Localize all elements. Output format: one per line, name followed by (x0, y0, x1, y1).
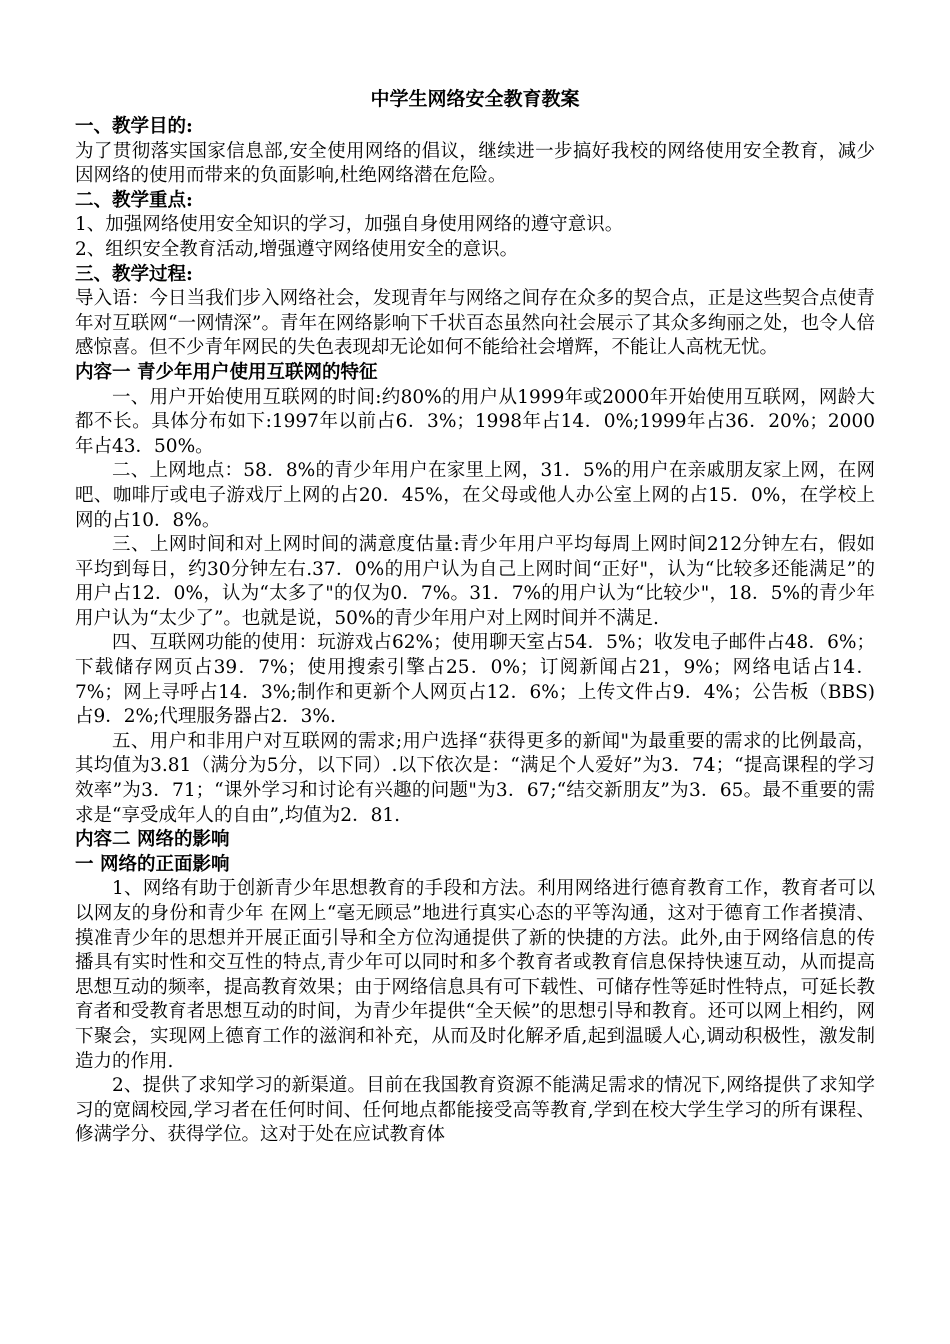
paragraph: 1、加强网络使用安全知识的学习，加强自身使用网络的遵守意识。 (75, 214, 624, 236)
paragraph: 三、上网时间和对上网时间的满意度估量:青少年用户平均每周上网时间212分钟左右，假如平均到每日，约30分钟左右.37．0%的用户认为自己上网时间“正好"，认为“比较多还能满足”的用户占12．0%，认为“太多了"的仅为0．7%。31．7%的用户认为“比较少"，18．5%的青少年用户认为“太少了”。也就是说，50%的青少年用户对上网时间并不满足. (75, 534, 875, 629)
paragraph: 2、组织安全教育活动,增强遵守网络使用安全的意识。 (75, 238, 519, 260)
section-heading: 三、教学过程: (75, 263, 193, 285)
paragraph: 导入语：今日当我们步入网络社会，发现青年与网络之间存在众多的契合点，正是这些契合点使青年对互联网“一网情深”。青年在网络影响下千状百态虽然向社会展示了其众多绚丽之处，也令人倍感惊喜。但不少青年网民的失色表现却无论如何不能给社会增辉，不能让人高枕无忧。 (75, 288, 875, 359)
section-heading: 内容二 网络的影响 (75, 829, 230, 851)
paragraph: 四、互联网功能的使用：玩游戏占62%；使用聊天室占54．5%；收发电子邮件占48．6%；下载储存网页占39．7%；使用搜索引擎占25．0%；订阅新闻占21，9%；网络电话占14．7%；网上寻呼占14．3%;制作和更新个人网页占12．6%；上传文件占9．4%；公告板（BBS)占9．2%;代理服务器占2．3%. (75, 632, 875, 728)
section-heading: 一 网络的正面影响 (75, 853, 230, 875)
section-heading: 一、教学目的: (75, 116, 193, 137)
paragraph: 二、上网地点：58．8%的青少年用户在家里上网，31．5%的用户在亲戚朋友家上网，在网吧、咖啡厅或电子游戏厅上网的占20．45%，在父母或他人办公室上网的占15．0%，在学校上网的占10．8%。 (75, 460, 875, 531)
document-title: 中学生网络安全教育教案 (370, 88, 580, 110)
paragraph: 五、用户和非用户对互联网的需求;用户选择“获得更多的新闻"为最重要的需求的比例最高，其均值为3.81（满分为5分，以下同）.以下依次是：“满足个人爱好”为3．74；“提高课程的学习效率”为3．71；“课外学习和讨论有兴趣的问题"为3．67;“结交新朋友”为3．65。最不重要的需求是“享受成年人的自由”,均值为2．81. (75, 730, 875, 826)
paragraph: 2、提供了求知学习的新渠道。目前在我国教育资源不能满足需求的情况下,网络提供了求知学习的宽阔校园,学习者在任何时间、任何地点都能接受高等教育,学到在校大学生学习的所有课程、修满学分、获得学位。这对于处在应试教育体 (75, 1075, 875, 1146)
section-heading: 内容一 青少年用户使用互联网的特征 (75, 361, 378, 383)
paragraph: 为了贯彻落实国家信息部,安全使用网络的倡议，继续进一步搞好我校的网络使用安全教育，减少因网络的使用而带来的负面影响,杜绝网络潜在危险。 (75, 140, 875, 187)
document-body (75, 115, 875, 1148)
paragraph: 1、网络有助于创新青少年思想教育的手段和方法。利用网络进行德育教育工作，教育者可以以网友的身份和青少年 在网上“毫无顾忌”地进行真实心态的平等沟通，这对于德育工作者摸清、摸准青少年的思想并开展正面引导和全方位沟通提供了新的快捷的方法。此外,由于网络信息的传播具有实时性和交互性的特点,青少年可以同时和多个教育者或教育信息保持快速互动，从而提高思想互动的频率，提高教育效果；由于网络信息具有可下载性、可储存性等延时性特点，可延长教育者和受教育者思想互动的时间，为青少年提供“全天候”的思想引导和教育。还可以网上相约，网下聚会，实现网上德育工作的滋润和补充，从而及时化解矛盾,起到温暖人心,调动积极性，激发制造力的作用. (75, 878, 875, 1072)
document-page (75, 86, 875, 1148)
paragraph: 一、用户开始使用互联网的时间:约80%的用户从1999年或2000年开始使用互联网，网龄大都不长。具体分布如下:1997年以前占6．3%；1998年占14．0%;1999年占36．20%；2000年占43．50%。 (75, 386, 875, 457)
section-heading: 二、教学重点: (75, 189, 193, 211)
